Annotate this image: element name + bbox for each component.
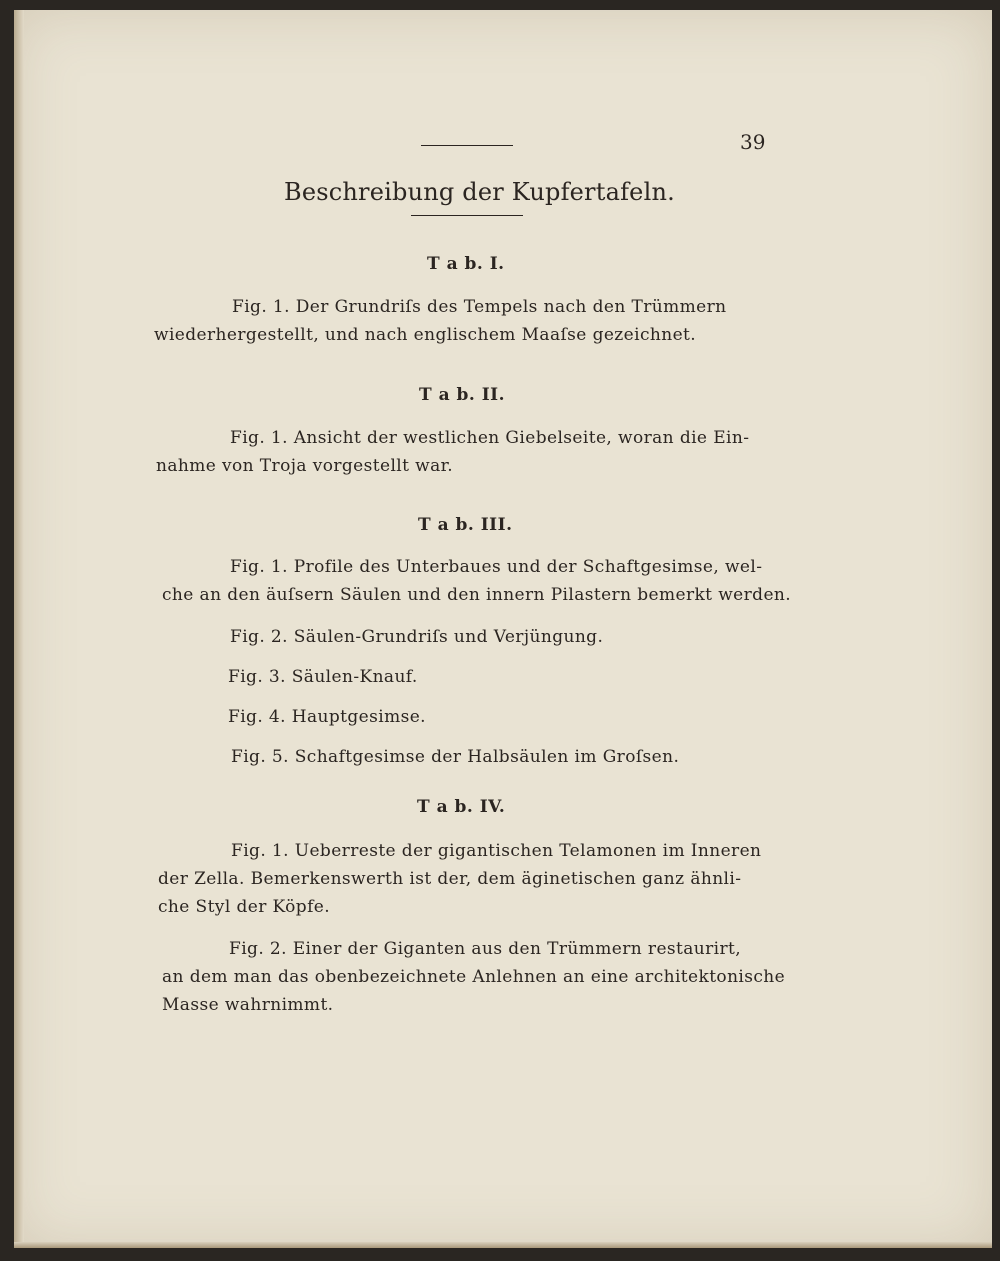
table-heading-2: T a b. II. [419, 385, 506, 405]
header-rule-top [421, 145, 513, 146]
tab3-fig1-line1: Fig. 1. Profile des Unterbaues und der Schaftgesimse, wel- [230, 557, 763, 577]
page-edge-left [14, 10, 24, 1248]
tab4-fig2-line3: Masse wahrnimmt. [162, 995, 334, 1015]
tab4-fig1-line2: der Zella. Bemerkenswerth ist der, dem äginetischen ganz ähnli- [158, 869, 742, 889]
tab3-fig1-line2: che an den äuſsern Säulen und den innern Pilastern bemerkt werden. [162, 585, 792, 605]
page-title: Beschreibung der Kupfertafeln. [284, 178, 675, 206]
tab1-fig1-line1: Fig. 1. Der Grundriſs des Tempels nach den Trümmern [232, 297, 727, 317]
table-heading-1: T a b. I. [427, 254, 505, 274]
page-number: 39 [740, 130, 766, 154]
page-edge-bottom [14, 1242, 992, 1248]
tab4-fig1-line3: che Styl der Köpfe. [158, 897, 331, 917]
title-rule [411, 215, 523, 216]
tab4-fig2-line1: Fig. 2. Einer der Giganten aus den Trümmern restaurirt, [229, 939, 742, 959]
tab3-fig5: Fig. 5. Schaftgesimse der Halbsäulen im Groſsen. [231, 747, 680, 767]
tab2-fig1-line1: Fig. 1. Ansicht der westlichen Giebelseite, woran die Ein- [230, 428, 750, 448]
tab3-fig2: Fig. 2. Säulen-Grundriſs und Verjüngung. [230, 627, 604, 647]
tab3-fig4: Fig. 4. Hauptgesimse. [228, 707, 426, 727]
tab2-fig1-line2: nahme von Troja vorgestellt war. [156, 456, 454, 476]
table-heading-3: T a b. III. [418, 515, 513, 535]
tab4-fig2-line2: an dem man das obenbezeichnete Anlehnen an eine architektonische [162, 967, 786, 987]
tab4-fig1-line1: Fig. 1. Ueberreste der gigantischen Telamonen im Inneren [231, 841, 762, 861]
book-page [14, 10, 992, 1248]
table-heading-4: T a b. IV. [417, 797, 506, 817]
tab3-fig3: Fig. 3. Säulen-Knauf. [228, 667, 418, 687]
tab1-fig1-line2: wiederhergestellt, und nach englischem Maaſse gezeichnet. [154, 325, 697, 345]
